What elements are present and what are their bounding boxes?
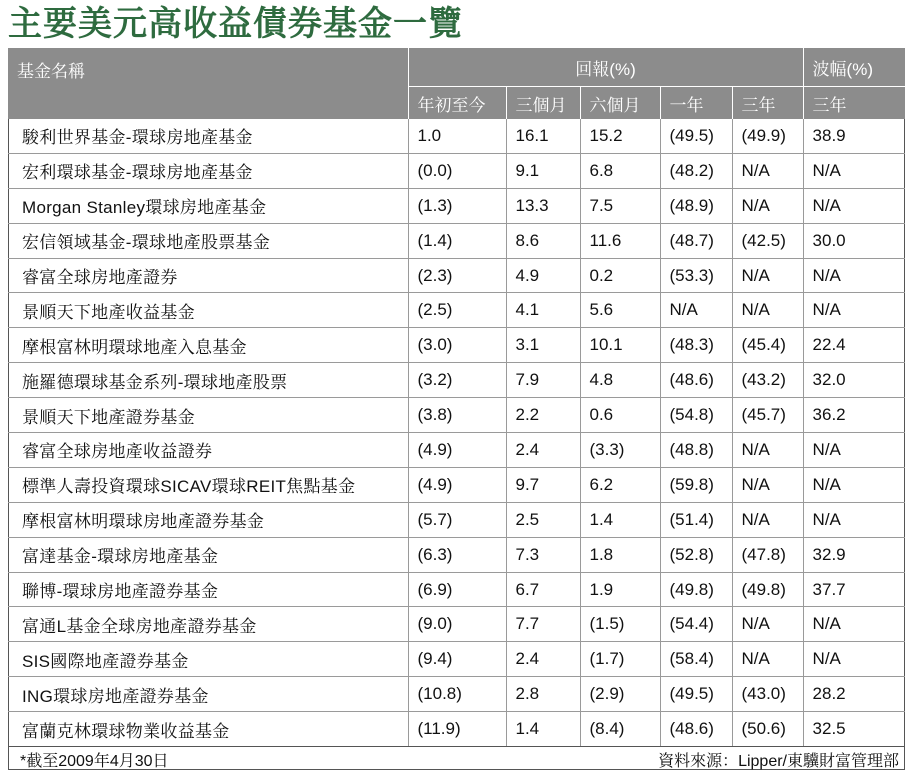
table-header <box>8 48 905 119</box>
six-month-cell: 6.2 <box>580 467 660 502</box>
one-year-cell: (48.6) <box>660 363 732 398</box>
volatility-cell: N/A <box>803 188 905 223</box>
three-year-cell: (43.2) <box>732 363 803 398</box>
three-month-cell: 7.9 <box>506 363 580 398</box>
one-year-cell: (49.5) <box>660 677 732 712</box>
three-month-cell: 9.1 <box>506 153 580 188</box>
three-month-cell: 1.4 <box>506 712 580 747</box>
ytd-cell: (4.9) <box>408 433 506 468</box>
fund-name-cell: 富通L基金全球房地產證券基金 <box>8 607 408 642</box>
table-row <box>8 572 905 607</box>
six-month-cell: 15.2 <box>580 119 660 153</box>
page-title: 主要美元高收益債券基金一覽 <box>8 4 463 44</box>
three-month-cell: 2.4 <box>506 642 580 677</box>
three-month-cell: 2.5 <box>506 502 580 537</box>
volatility-cell: N/A <box>803 153 905 188</box>
volatility-cell: 36.2 <box>803 398 905 433</box>
six-month-cell: (2.9) <box>580 677 660 712</box>
three-year-cell: N/A <box>732 642 803 677</box>
six-month-cell: 0.2 <box>580 258 660 293</box>
one-year-cell: (53.3) <box>660 258 732 293</box>
one-year-cell: (54.8) <box>660 398 732 433</box>
six-month-cell: 0.6 <box>580 398 660 433</box>
three-month-cell: 7.7 <box>506 607 580 642</box>
table-row <box>8 398 905 433</box>
three-year-cell: (42.5) <box>732 223 803 258</box>
table-row <box>8 607 905 642</box>
fund-name-cell: 摩根富林明環球房地產證券基金 <box>8 502 408 537</box>
fund-name-cell: ING環球房地產證券基金 <box>8 677 408 712</box>
six-month-cell: 6.8 <box>580 153 660 188</box>
ytd-cell: (2.3) <box>408 258 506 293</box>
one-year-cell: (48.8) <box>660 433 732 468</box>
three-year-cell: (49.9) <box>732 119 803 153</box>
fund-name-cell: 聯博-環球房地產證券基金 <box>8 572 408 607</box>
three-year-cell: (45.4) <box>732 328 803 363</box>
ytd-cell: (3.0) <box>408 328 506 363</box>
three-month-cell: 4.9 <box>506 258 580 293</box>
three-year-cell: N/A <box>732 293 803 328</box>
three-month-cell: 4.1 <box>506 293 580 328</box>
volatility-cell: N/A <box>803 293 905 328</box>
three-month-cell: 2.2 <box>506 398 580 433</box>
fund-name-cell: 富蘭克林環球物業收益基金 <box>8 712 408 747</box>
fund-name-cell: 標準人壽投資環球SICAV環球REIT焦點基金 <box>8 467 408 502</box>
one-year-cell: (49.5) <box>660 119 732 153</box>
six-month-cell: (1.5) <box>580 607 660 642</box>
three-year-cell: (43.0) <box>732 677 803 712</box>
volatility-cell: 30.0 <box>803 223 905 258</box>
fund-name-cell: 施羅德環球基金系列-環球地產股票 <box>8 363 408 398</box>
six-month-cell: (8.4) <box>580 712 660 747</box>
header-period-6m: 六個月 <box>580 87 660 120</box>
three-month-cell: 8.6 <box>506 223 580 258</box>
one-year-cell: (49.8) <box>660 572 732 607</box>
header-returns: 回報(%) <box>408 48 803 87</box>
header-volatility-3y: 三年 <box>803 87 905 120</box>
volatility-cell: 37.7 <box>803 572 905 607</box>
header-period-3y: 三年 <box>732 87 803 120</box>
volatility-cell: N/A <box>803 258 905 293</box>
header-fund-name: 基金名稱 <box>8 48 408 119</box>
six-month-cell: 10.1 <box>580 328 660 363</box>
six-month-cell: 7.5 <box>580 188 660 223</box>
fund-name-cell: 景順天下地產證券基金 <box>8 398 408 433</box>
ytd-cell: (6.9) <box>408 572 506 607</box>
six-month-cell: 11.6 <box>580 223 660 258</box>
one-year-cell: (58.4) <box>660 642 732 677</box>
one-year-cell: (48.6) <box>660 712 732 747</box>
three-year-cell: N/A <box>732 188 803 223</box>
one-year-cell: (48.2) <box>660 153 732 188</box>
six-month-cell: (1.7) <box>580 642 660 677</box>
ytd-cell: (1.4) <box>408 223 506 258</box>
one-year-cell: (48.3) <box>660 328 732 363</box>
ytd-cell: (9.4) <box>408 642 506 677</box>
table-row <box>8 712 905 747</box>
three-month-cell: 16.1 <box>506 119 580 153</box>
fund-name-cell: 宏利環球基金-環球房地產基金 <box>8 153 408 188</box>
ytd-cell: (3.2) <box>408 363 506 398</box>
three-month-cell: 7.3 <box>506 537 580 572</box>
table-row <box>8 642 905 677</box>
six-month-cell: 4.8 <box>580 363 660 398</box>
ytd-cell: (6.3) <box>408 537 506 572</box>
fund-name-cell: SIS國際地產證券基金 <box>8 642 408 677</box>
three-month-cell: 13.3 <box>506 188 580 223</box>
volatility-cell: 32.0 <box>803 363 905 398</box>
table-row <box>8 119 905 153</box>
fund-name-cell: 睿富全球房地產證券 <box>8 258 408 293</box>
volatility-cell: N/A <box>803 642 905 677</box>
table-row <box>8 328 905 363</box>
volatility-cell: N/A <box>803 467 905 502</box>
six-month-cell: (3.3) <box>580 433 660 468</box>
table-row <box>8 467 905 502</box>
three-year-cell: (49.8) <box>732 572 803 607</box>
header-period-3m: 三個月 <box>506 87 580 120</box>
fund-name-cell: 摩根富林明環球地產入息基金 <box>8 328 408 363</box>
volatility-cell: 38.9 <box>803 119 905 153</box>
volatility-cell: 32.9 <box>803 537 905 572</box>
table-row <box>8 188 905 223</box>
table-row <box>8 223 905 258</box>
table-row <box>8 502 905 537</box>
three-month-cell: 2.4 <box>506 433 580 468</box>
source-note: 資料來源：Lipper/東驥財富管理部 <box>658 753 899 770</box>
fund-name-cell: 景順天下地產收益基金 <box>8 293 408 328</box>
three-year-cell: N/A <box>732 607 803 642</box>
three-year-cell: N/A <box>732 502 803 537</box>
table-row <box>8 537 905 572</box>
ytd-cell: 1.0 <box>408 119 506 153</box>
ytd-cell: (3.8) <box>408 398 506 433</box>
table-row <box>8 153 905 188</box>
one-year-cell: (52.8) <box>660 537 732 572</box>
one-year-cell: (51.4) <box>660 502 732 537</box>
fund-name-cell: 駿利世界基金-環球房地產基金 <box>8 119 408 153</box>
six-month-cell: 1.8 <box>580 537 660 572</box>
table-body <box>8 119 905 747</box>
fund-table <box>8 48 905 747</box>
table-row <box>8 363 905 398</box>
six-month-cell: 1.4 <box>580 502 660 537</box>
volatility-cell: N/A <box>803 502 905 537</box>
ytd-cell: (10.8) <box>408 677 506 712</box>
volatility-cell: N/A <box>803 607 905 642</box>
footnote: *截至2009年4月30日 <box>20 753 169 770</box>
header-period-ytd: 年初至今 <box>408 87 506 120</box>
fund-name-cell: 富達基金-環球房地產基金 <box>8 537 408 572</box>
three-year-cell: (50.6) <box>732 712 803 747</box>
three-year-cell: N/A <box>732 467 803 502</box>
ytd-cell: (5.7) <box>408 502 506 537</box>
volatility-cell: N/A <box>803 433 905 468</box>
volatility-cell: 28.2 <box>803 677 905 712</box>
six-month-cell: 1.9 <box>580 572 660 607</box>
fund-name-cell: 宏信領域基金-環球地產股票基金 <box>8 223 408 258</box>
ytd-cell: (11.9) <box>408 712 506 747</box>
ytd-cell: (0.0) <box>408 153 506 188</box>
three-month-cell: 3.1 <box>506 328 580 363</box>
header-volatility: 波幅(%) <box>803 48 905 87</box>
ytd-cell: (2.5) <box>408 293 506 328</box>
one-year-cell: (48.7) <box>660 223 732 258</box>
six-month-cell: 5.6 <box>580 293 660 328</box>
ytd-cell: (1.3) <box>408 188 506 223</box>
three-month-cell: 2.8 <box>506 677 580 712</box>
three-year-cell: (47.8) <box>732 537 803 572</box>
volatility-cell: 32.5 <box>803 712 905 747</box>
fund-name-cell: 睿富全球房地產收益證券 <box>8 433 408 468</box>
three-year-cell: N/A <box>732 258 803 293</box>
table-row <box>8 293 905 328</box>
three-month-cell: 9.7 <box>506 467 580 502</box>
table-row <box>8 258 905 293</box>
table-row <box>8 677 905 712</box>
one-year-cell: (54.4) <box>660 607 732 642</box>
three-year-cell: N/A <box>732 153 803 188</box>
one-year-cell: (48.9) <box>660 188 732 223</box>
table-row <box>8 433 905 468</box>
fund-name-cell: Morgan Stanley環球房地產基金 <box>8 188 408 223</box>
three-month-cell: 6.7 <box>506 572 580 607</box>
three-year-cell: N/A <box>732 433 803 468</box>
volatility-cell: 22.4 <box>803 328 905 363</box>
ytd-cell: (9.0) <box>408 607 506 642</box>
header-period-1y: 一年 <box>660 87 732 120</box>
one-year-cell: N/A <box>660 293 732 328</box>
three-year-cell: (45.7) <box>732 398 803 433</box>
ytd-cell: (4.9) <box>408 467 506 502</box>
one-year-cell: (59.8) <box>660 467 732 502</box>
